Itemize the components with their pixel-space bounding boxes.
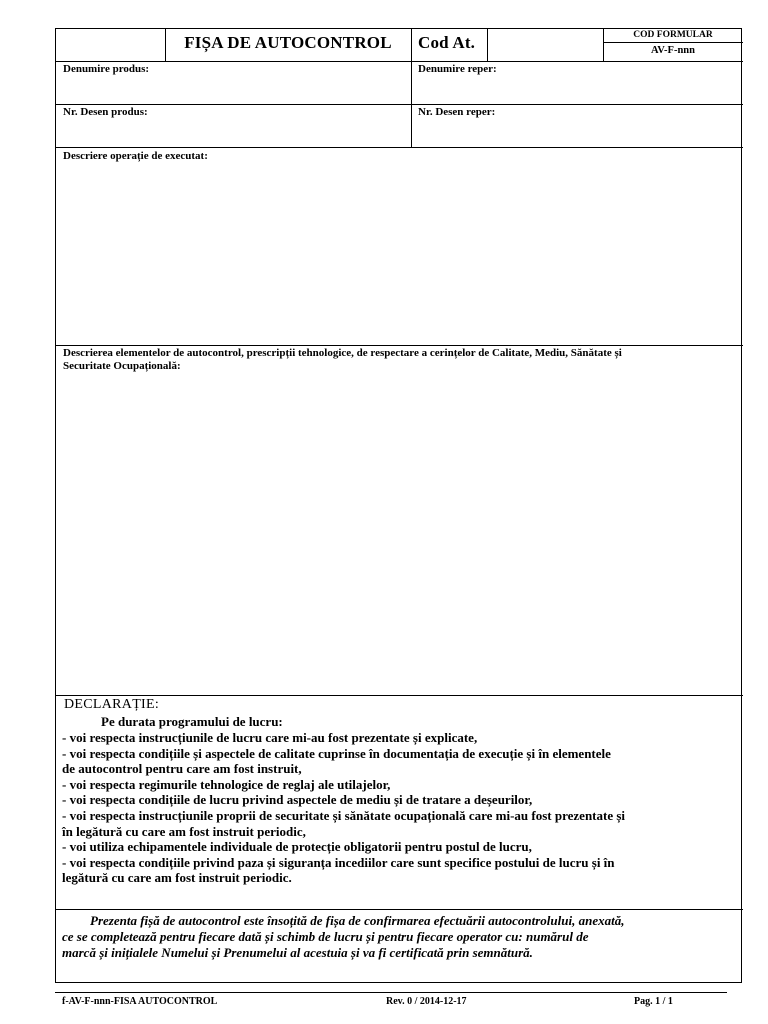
footer-form-code: f-AV-F-nnn-FISA AUTOCONTROL bbox=[62, 996, 218, 1007]
declaratie-line: - voi respecta regimurile tehnologice de reglaj ale utilajelor, bbox=[62, 776, 391, 792]
product-section-bottom bbox=[56, 147, 743, 148]
denumire-produs-field[interactable] bbox=[58, 77, 409, 103]
descriere-operatie-field[interactable] bbox=[58, 165, 741, 343]
descriere-operatie-label: Descriere operație de executat: bbox=[63, 150, 208, 162]
footer-page-number: Pag. 1 / 1 bbox=[634, 996, 673, 1007]
nr-desen-reper-label: Nr. Desen reper: bbox=[418, 106, 496, 118]
elements-section-bottom bbox=[56, 695, 743, 696]
declaratie-line: de autocontrol pentru care am fost instruit, bbox=[62, 761, 302, 777]
denumire-produs-label: Denumire produs: bbox=[63, 63, 150, 75]
denumire-reper-label: Denumire reper: bbox=[418, 63, 497, 75]
cod-formular-value: AV-F-nnn bbox=[651, 45, 695, 56]
cod-formular-divider bbox=[603, 42, 743, 43]
declaratie-heading: DECLARAȚIE: bbox=[64, 697, 160, 712]
descriere-elemente-field[interactable] bbox=[58, 375, 741, 693]
nr-desen-produs-field[interactable] bbox=[58, 120, 409, 146]
footer-rule bbox=[55, 992, 727, 993]
form-title: FIȘA DE AUTOCONTROL bbox=[184, 33, 392, 52]
descriere-elemente-label-line-2: Securitate Ocupațională: bbox=[63, 360, 181, 372]
declaratie-intro: Pe durata programului de lucru: bbox=[101, 714, 283, 729]
header-divider-2 bbox=[411, 29, 412, 61]
note-line: marcă și inițialele Numelui și Prenumelui al acestuia și va fi certificată prin semnătură. bbox=[62, 945, 533, 960]
operation-section-bottom bbox=[56, 345, 743, 346]
note-line: ce se completează pentru fiecare dată și schimb de lucru și pentru fiecare operator cu: numărul de bbox=[62, 929, 589, 944]
nr-desen-reper-field[interactable] bbox=[413, 120, 741, 146]
form-frame bbox=[55, 28, 742, 983]
declaratie-line: - voi respecta instrucțiunile proprii de securitate și sănătate ocupațională care mi-au fost prezentate și bbox=[62, 807, 626, 823]
nr-desen-produs-label: Nr. Desen produs: bbox=[63, 106, 148, 118]
declaratie-list bbox=[62, 730, 625, 886]
header-bottom-line bbox=[56, 61, 743, 62]
declaratie-line: - voi utiliza echipamentele individuale de protecție obligatorii pentru postul de lucru, bbox=[62, 839, 532, 855]
cod-at-label: Cod At. bbox=[418, 33, 476, 52]
note-block bbox=[62, 913, 624, 961]
declaratie-line: - voi respecta condițiile și aspectele de calitate cuprinse în documentația de execuție și în elementele bbox=[62, 745, 611, 761]
declaration-section-bottom bbox=[56, 909, 743, 910]
descriere-elemente-label-line-1: Descrierea elementelor de autocontrol, prescripții tehnologice, de respectare a cerințelor de Calitate, Mediu, Sănătate și bbox=[63, 347, 622, 359]
cod-formular-label: COD FORMULAR bbox=[633, 30, 713, 40]
declaratie-line: - voi respecta condițiile privind paza și siguranța incediilor care sunt specifice postului de lucru și în bbox=[62, 854, 615, 870]
denumire-reper-field[interactable] bbox=[413, 77, 741, 103]
cod-at-field[interactable] bbox=[489, 31, 601, 59]
declaratie-line: - voi respecta instrucțiunile de lucru care mi-au fost prezentate și explicate, bbox=[62, 730, 478, 745]
declaratie-line: - voi respecta condițiile de lucru privind aspectele de mediu și de tratare a deșeurilor, bbox=[62, 792, 533, 808]
footer-revision: Rev. 0 / 2014-12-17 bbox=[386, 996, 467, 1007]
declaratie-line: în legătură cu care am fost instruit periodic, bbox=[62, 823, 306, 839]
declaratie-line: legătură cu care am fost instruit periodic. bbox=[62, 870, 292, 886]
product-row-divider bbox=[56, 104, 743, 105]
note-line: Prezenta fișă de autocontrol este însoțită de fișa de confirmarea efectuării autocontrolului, anexată, bbox=[90, 913, 625, 928]
